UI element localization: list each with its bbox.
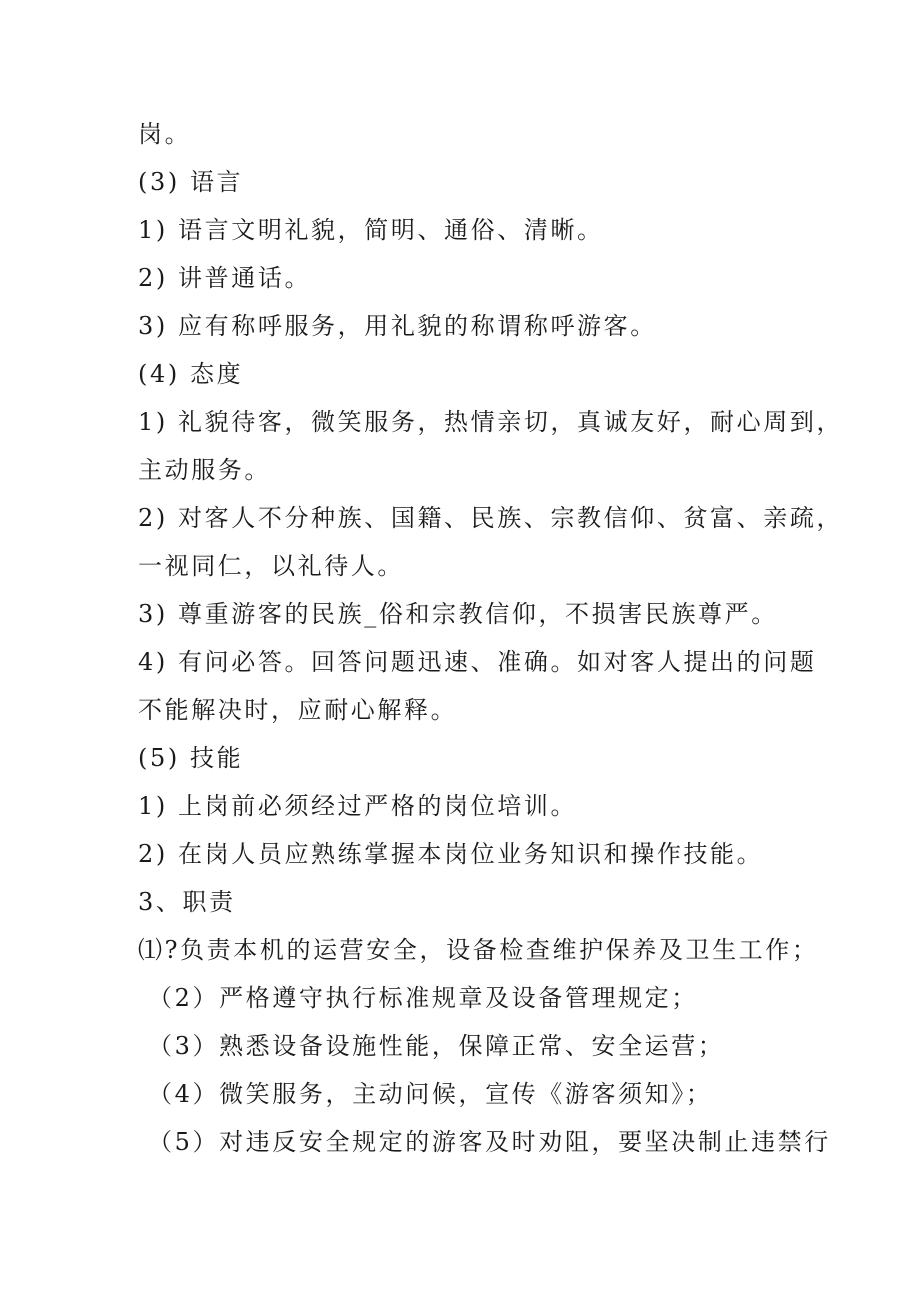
text-line: （2）严格遵守执行标准规章及设备管理规定；	[148, 984, 698, 1012]
text-line: 1) 礼貌待客，微笑服务，热情亲切，真诚友好，耐心周到，	[138, 408, 844, 436]
text-line: 岗。	[138, 120, 192, 148]
text-line: 主动服务。	[138, 456, 271, 484]
section-heading-attitude: (4) 态度	[138, 360, 244, 388]
text-line: 一视同仁，以礼待人。	[138, 552, 404, 580]
text-line: 不能解决时，应耐心解释。	[138, 696, 458, 724]
text-line: 1) 语言文明礼貌，简明、通俗、清晰。	[138, 216, 604, 244]
text-line: 2) 在岗人员应熟练掌握本岗位业务知识和操作技能。	[138, 840, 764, 868]
text-line: 3) 应有称呼服务，用礼貌的称谓称呼游客。	[138, 312, 657, 340]
text-line: 3) 尊重游客的民族_俗和宗教信仰，不损害民族尊严。	[138, 600, 778, 628]
text-line: 2) 讲普通话。	[138, 264, 312, 292]
section-heading-skills: (5) 技能	[138, 744, 244, 772]
text-line: 4) 有问必答。回答问题迅速、准确。如对客人提出的问题	[138, 648, 817, 676]
section-heading-duties: 3、职责	[138, 888, 236, 916]
text-line: （5）对违反安全规定的游客及时劝阻，要坚决制止违禁行	[148, 1128, 831, 1156]
text-line: ⑴?负责本机的运营安全，设备检查维护保养及卫生工作；	[138, 936, 819, 964]
text-line: （4）微笑服务，主动问候，宣传《游客须知》；	[148, 1080, 713, 1108]
text-line: 1) 上岗前必须经过严格的岗位培训。	[138, 792, 578, 820]
section-heading-language: (3) 语言	[138, 168, 244, 196]
text-line: （3）熟悉设备设施性能，保障正常、安全运营；	[148, 1032, 725, 1060]
text-line: 2) 对客人不分种族、国籍、民族、宗教信仰、贫富、亲疏，	[138, 504, 844, 532]
